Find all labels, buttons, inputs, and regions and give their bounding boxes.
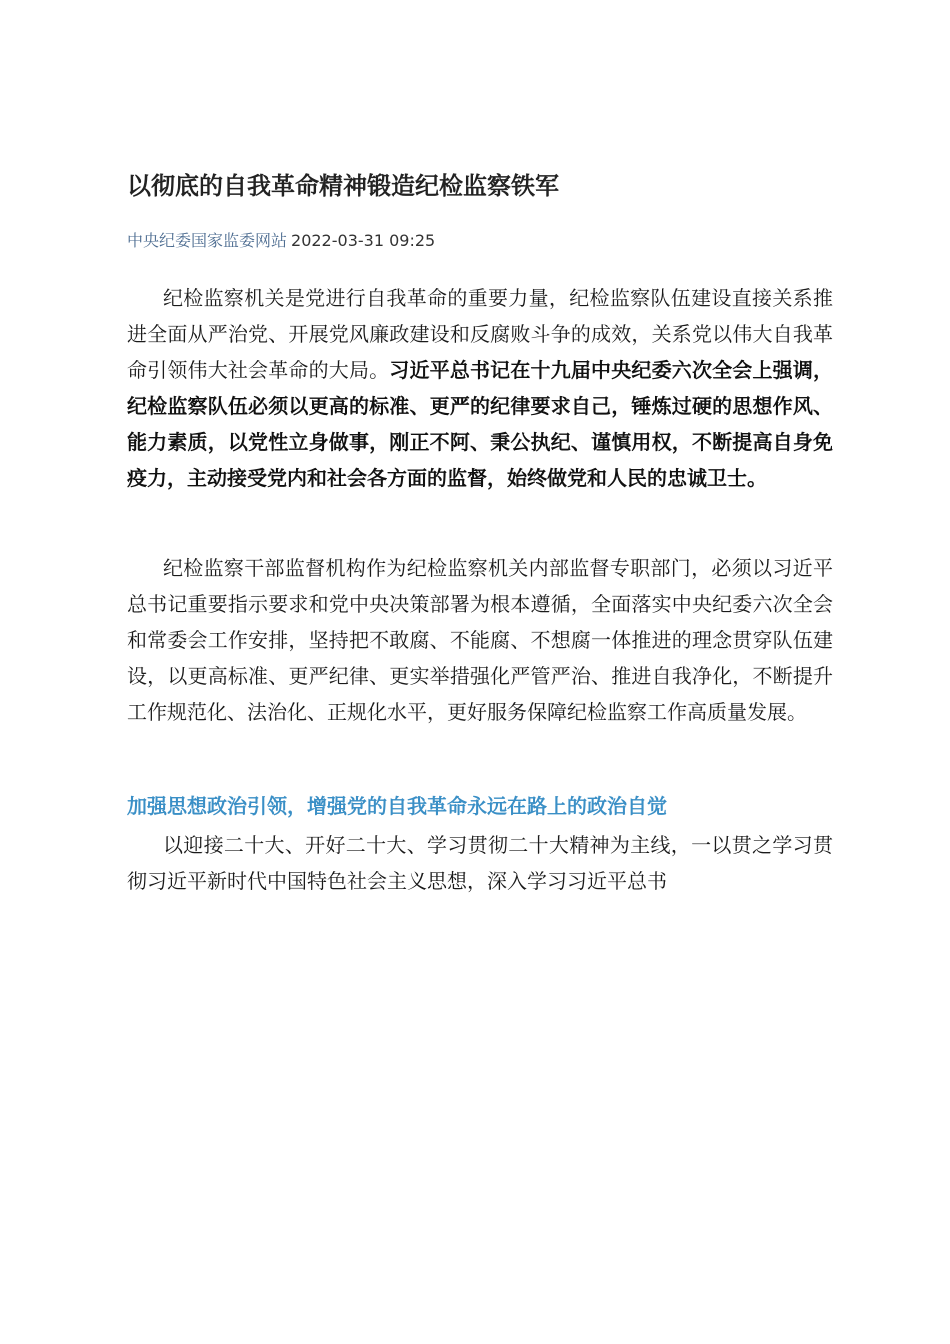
paragraph-1-bold-quote: 习近平总书记在十九届中央纪委六次全会上强调，纪检监察队伍必须以更高的标准、更严的纪律要求自己，锤炼过硬的思想作风、能力素质，以党性立身做事，刚正不阿、秉公执纪、谨慎用权，不断提高自身免疫力，主动接受党内和社会各方面的监督，始终做党和人民的忠诚卫士。: [127, 358, 834, 490]
section-subheading: 加强思想政治引领，增强党的自我革命永远在路上的政治自觉: [127, 794, 667, 818]
article-title: 以彻底的自我革命精神锻造纪检监察铁军: [127, 172, 559, 200]
article-meta: [127, 229, 833, 253]
source-link[interactable]: 中央纪委国家监委网站: [127, 231, 288, 250]
paragraph-1: [127, 280, 833, 496]
paragraph-3: 以迎接二十大、开好二十大、学习贯彻二十大精神为主线，一以贯之学习贯彻习近平新时代中国特色社会主义思想，深入学习习近平总书: [127, 833, 833, 893]
paragraph-2: 纪检监察干部监督机构作为纪检监察机关内部监督专职部门，必须以习近平总书记重要指示要求和党中央决策部署为根本遵循，全面落实中央纪委六次全会和常委会工作安排，坚持把不敢腐、不能腐、不想腐一体推进的理念贯穿队伍建设，以更高标准、更严纪律、更实举措强化严管严治、推进自我净化，不断提升工作规范化、法治化、正规化水平，更好服务保障纪检监察工作高质量发展。: [127, 556, 833, 724]
paragraph-1-text: 纪检监察机关是党进行自我革命的重要力量，纪检监察队伍建设直接关系推进全面从严治党、开展党风廉政建设和反腐败斗争的成效，关系党以伟大自我革命引领伟大社会革命的大局。: [127, 286, 833, 382]
publish-datetime: 2022-03-31 09:25: [291, 231, 436, 250]
